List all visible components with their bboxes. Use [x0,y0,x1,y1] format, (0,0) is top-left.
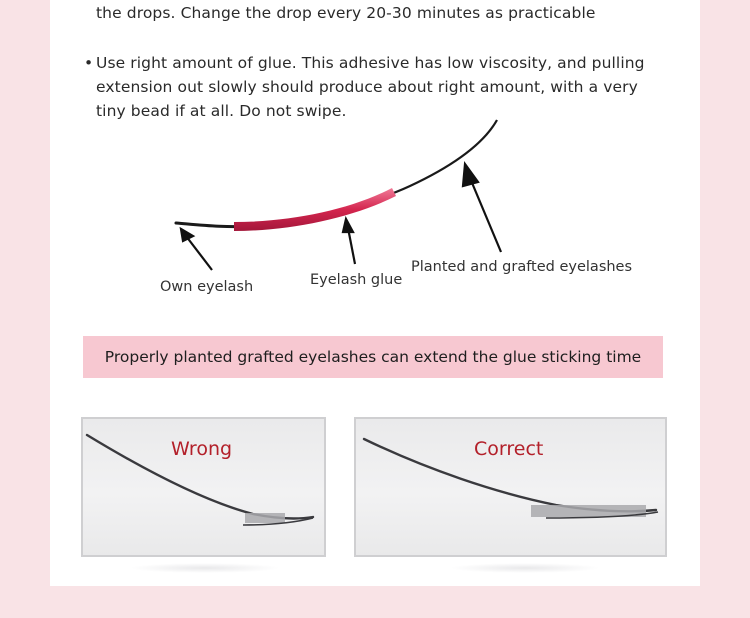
paragraph-text: the drops. Change the drop every 20-30 minutes as practicable [96,4,596,22]
wrong-lash-illustration [83,419,324,555]
wrong-extension-lash [87,435,313,519]
label-own-eyelash: Own eyelash [160,279,254,295]
bullet-point-icon: • [84,54,94,72]
bullet-text-line-3: tiny bead if at all. Do not swipe. [96,102,347,120]
panel-shadow [450,563,600,573]
glue-bead [234,188,396,231]
arrow-head-icon [181,229,193,241]
correct-extension-lash [364,439,656,511]
panel-wrong [81,417,326,557]
panel-shadow [130,563,280,573]
arrow-planted [470,178,501,252]
content-sheet [50,0,700,586]
label-eyelash-glue: Eyelash glue [310,272,403,288]
correct-label: Correct [474,438,544,460]
wrong-glue-area [245,513,285,523]
arrow-head-icon [463,164,478,186]
label-planted-lashes: Planted and grafted eyelashes [411,259,633,275]
arrow-glue [348,228,355,264]
wrong-label: Wrong [171,438,233,460]
arrow-head-icon [343,219,353,232]
bullet-text-line-1: Use right amount of glue. This adhesive has low viscosity, and pulling [96,54,645,72]
glue-time-banner: Properly planted grafted eyelashes can extend the glue sticking time [83,336,663,378]
bullet-text-line-2: extension out slowly should produce about right amount, with a very [96,78,638,96]
correct-lash-illustration [356,419,665,555]
panel-correct [354,417,667,557]
arrow-own-eyelash [186,236,212,270]
extension-lash [236,120,497,227]
